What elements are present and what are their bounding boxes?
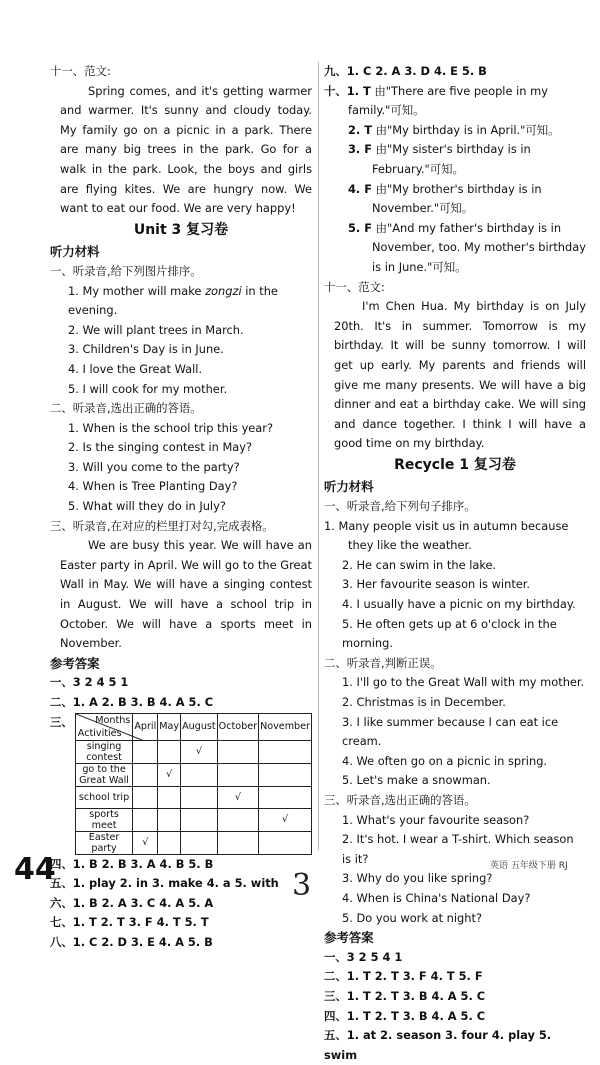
mark-cell — [158, 740, 181, 763]
r-answer-1: 一、3 2 5 4 1 — [324, 949, 403, 964]
answer-10-item: 2. T 由"My birthday is in April."可知。 — [348, 122, 560, 137]
r-q1-title: 一、听录音,给下列句子排序。 — [324, 499, 476, 514]
answer-7: 七、1. T 2. T 3. F 4. T 5. T — [50, 915, 209, 930]
mark-cell: √ — [158, 763, 181, 786]
answer-10-item: 4. F 由"My brother's birthday is in November."可知。 — [348, 181, 542, 216]
listening-title: 听力材料 — [50, 244, 100, 260]
table-corner — [75, 713, 133, 740]
r-q3-item: 2. It's hot. I wear a T-shirt. Which season is it? — [342, 832, 574, 866]
r-answer-4: 四、1. T 2. T 3. B 4. A 5. C — [324, 1008, 486, 1023]
q1-item: 4. I love the Great Wall. — [68, 361, 203, 376]
mark-cell: √ — [259, 808, 312, 831]
table-row — [75, 740, 311, 763]
activity-table — [75, 713, 312, 855]
q2-item: 1. When is the school trip this year? — [68, 420, 274, 435]
r-q3-title: 三、听录音,选出正确的答语。 — [324, 792, 476, 807]
mark-cell — [181, 831, 218, 854]
answer-2: 二、1. A 2. B 3. B 4. A 5. C — [50, 695, 214, 709]
mark-cell — [259, 786, 312, 808]
table-row — [75, 808, 311, 831]
mark-cell — [133, 763, 158, 786]
r-q2-item: 3. I like summer because I can eat ice cream. — [342, 714, 559, 749]
q3-title: 三、听录音,在对应的栏里打对勾,完成表格。 — [50, 518, 274, 533]
r-q3-item: 4. When is China's National Day? — [342, 890, 531, 905]
mark-cell: √ — [133, 831, 158, 854]
recycle1-title: Recycle 1 复习卷 — [394, 456, 516, 473]
corner-activities: Activities — [77, 727, 122, 739]
answer-6: 六、1. B 2. A 3. C 4. A 5. A — [50, 895, 214, 910]
handwritten-mark: 3 — [292, 868, 312, 903]
mark-cell: √ — [217, 786, 258, 808]
month-header: November — [259, 713, 312, 740]
r-q1-item: 5. He often gets up at 6 o'clock in the morning. — [342, 616, 557, 651]
r-q2-item: 1. I'll go to the Great Wall with my mother. — [342, 675, 585, 690]
q1-item: 1. My mother will make zongzi in the evening. — [68, 283, 278, 318]
q2-item: 2. Is the singing contest in May? — [68, 440, 253, 455]
mark-cell — [259, 763, 312, 786]
r-q2-item: 5. Let's make a snowman. — [342, 773, 491, 788]
footer-book-note: 英语 五年级下册 RJ — [490, 861, 568, 871]
r-q2-item: 4. We often go on a picnic in spring. — [342, 753, 548, 768]
section-11-label: 十一、范文: — [324, 279, 385, 294]
r-q1-item: 2. He can swim in the lake. — [342, 557, 497, 572]
answer-4: 四、1. B 2. B 3. A 4. B 5. B — [50, 856, 214, 871]
r-q1-item: 1. Many people visit us in autumn because they like the weather. — [324, 518, 569, 553]
section-11-label: 十一、范文: — [50, 64, 111, 78]
q2-item: 3. Will you come to the party? — [68, 459, 240, 474]
activity-cell: singing contest — [75, 740, 133, 763]
table-row — [75, 831, 311, 854]
essay-spring-text: Spring comes, and it's getting warmer and warmer. It's sunny and cloudy today. My family go on a picnic in a park. There are many big trees in the park. Go for a walk in the park. Look, the boys and girls are flying kites. We are hungry now. We want to eat our food. We are very happy! — [60, 83, 312, 216]
answer-title: 参考答案 — [324, 930, 374, 946]
r-answer-2: 二、1. T 2. T 3. F 4. T 5. F — [324, 969, 483, 984]
q2-title: 二、听录音,选出正确的答语。 — [50, 401, 202, 416]
listening-title: 听力材料 — [324, 479, 374, 495]
r-answer-5: 五、1. at 2. season 3. four 4. play 5. swim — [324, 1028, 552, 1062]
mark-cell — [158, 786, 181, 808]
answer-title: 参考答案 — [50, 655, 100, 671]
answer-3-label: 三、 — [50, 714, 73, 729]
r-q1-item: 3. Her favourite season is winter. — [342, 577, 531, 592]
q1-item: 5. I will cook for my mother. — [68, 381, 228, 396]
answer-9: 九、1. C 2. A 3. D 4. E 5. B — [324, 64, 487, 78]
answer-10-item: 十、1. T 由"There are five people in my family."可知。 — [324, 83, 548, 118]
mark-cell — [217, 740, 258, 763]
activity-cell: school trip — [75, 786, 133, 808]
answer-5: 五、1. play 2. in 3. make 4. a 5. with — [50, 876, 279, 891]
month-header: October — [217, 713, 258, 740]
corner-months: Months — [95, 714, 131, 726]
answer-8: 八、1. C 2. D 3. E 4. A 5. B — [50, 934, 213, 949]
q1-title: 一、听录音,给下列图片排序。 — [50, 263, 202, 278]
answer-10-item: 3. F 由"My sister's birthday is in February."可知。 — [348, 142, 531, 176]
q1-item: 3. Children's Day is in June. — [68, 342, 224, 357]
r-answer-3: 三、1. T 2. T 3. B 4. A 5. C — [324, 988, 486, 1003]
month-header: April — [133, 713, 158, 740]
mark-cell — [158, 808, 181, 831]
mark-cell — [259, 831, 312, 854]
essay-spring — [50, 82, 312, 219]
mark-cell — [133, 740, 158, 763]
essay-birthday — [324, 297, 586, 454]
mark-cell — [259, 740, 312, 763]
r-q2-item: 2. Christmas is in December. — [342, 695, 506, 709]
month-header: August — [181, 713, 218, 740]
answer-3 — [50, 713, 312, 855]
activity-cell: sports meet — [75, 808, 133, 831]
r-q2-title: 二、听录音,判断正误。 — [324, 655, 442, 670]
month-header: May — [158, 713, 181, 740]
column-divider — [318, 62, 319, 850]
r-q3-item: 3. Why do you like spring? — [342, 871, 493, 886]
q3-passage — [50, 536, 312, 654]
answer-1: 一、3 2 4 5 1 — [50, 675, 129, 690]
table-row — [75, 786, 311, 808]
mark-cell — [181, 763, 218, 786]
r-q3-item: 5. Do you work at night? — [342, 910, 482, 925]
activity-cell: Easter party — [75, 831, 133, 854]
mark-cell — [158, 831, 181, 854]
unit3-title: Unit 3 复习卷 — [133, 221, 229, 238]
mark-cell — [217, 808, 258, 831]
essay-birthday-text: I'm Chen Hua. My birthday is on July 20th. It's in summer. Tomorrow is my birthday. It will be sunny tomorrow. I will get up early. My parents and friends will give me many presents. We will have a big dinner and eat a birthday cake. We will sing and dance together. I think I will have a good time on my birthday. — [334, 299, 586, 451]
mark-cell: √ — [181, 740, 218, 763]
right-column — [324, 62, 586, 1065]
mark-cell — [181, 786, 218, 808]
q2-item: 5. What will they do in July? — [68, 499, 226, 514]
mark-cell — [133, 808, 158, 831]
r-q3-item: 1. What's your favourite season? — [342, 812, 530, 827]
zongzi-word: zongzi — [205, 283, 242, 298]
mark-cell — [217, 763, 258, 786]
q1-item: 2. We will plant trees in March. — [68, 322, 244, 337]
activity-cell: go to the Great Wall — [75, 763, 133, 786]
page-number: 44 — [14, 852, 56, 887]
answer-10-item: 5. F 由"And my father's birthday is in November, too. My mother's birthday is in June."可知。 — [348, 220, 586, 274]
mark-cell — [133, 786, 158, 808]
left-column — [50, 62, 312, 953]
q2-item: 4. When is Tree Planting Day? — [68, 479, 238, 494]
table-row — [75, 763, 311, 786]
mark-cell — [217, 831, 258, 854]
q3-passage-text: We are busy this year. We will have an Easter party in April. We will go to the Great Wall in May. We will have a singing contest in August. We will have a school trip in October. We will have a sports meet in November. — [60, 538, 312, 651]
mark-cell — [181, 808, 218, 831]
r-q1-item: 4. I usually have a picnic on my birthday. — [342, 597, 576, 612]
